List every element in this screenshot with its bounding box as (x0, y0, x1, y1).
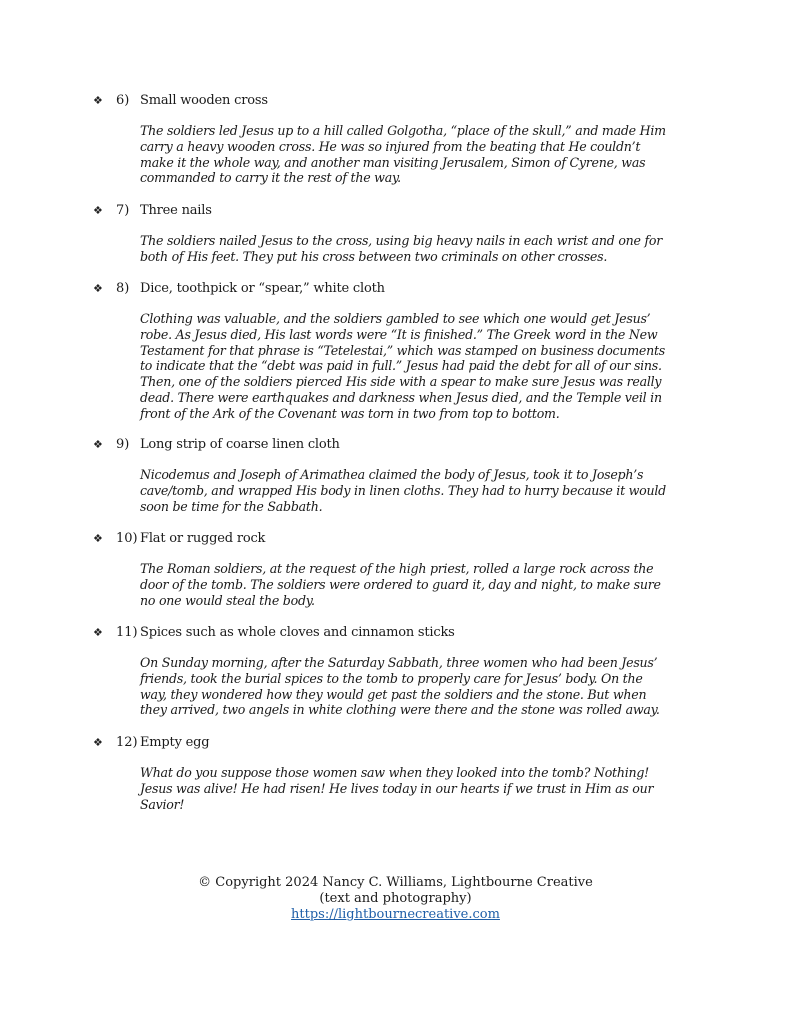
item-description (140, 123, 700, 186)
diamond-bullet-icon: ❖ (93, 204, 103, 217)
item-description (140, 561, 700, 608)
item-heading (93, 93, 713, 109)
description-line: no one would steal the body. (140, 592, 315, 608)
list-item-6 (93, 93, 713, 186)
description-line: The soldiers led Jesus up to a hill called Golgotha, “place of the skull,” and made Him (140, 123, 666, 138)
description-line: friends, took the burial spices to the tomb to properly care for Jesus’ body. On the (140, 670, 643, 686)
item-heading (93, 437, 713, 453)
description-line: Then, one of the soldiers pierced His side with a spear to make sure Jesus was really (140, 374, 662, 390)
description-line: carry a heavy wooden cross. He was so injured from the beating that He couldn’t (140, 138, 641, 154)
item-heading (93, 281, 713, 297)
description-line: On Sunday morning, after the Saturday Sabbath, three women who had been Jesus’ (140, 655, 658, 670)
item-title: Dice, toothpick or “spear,” white cloth (140, 281, 385, 296)
item-heading (93, 531, 713, 547)
item-title: Spices such as whole cloves and cinnamon sticks (140, 625, 455, 640)
item-title: Small wooden cross (140, 93, 268, 108)
item-number: 9) (116, 437, 130, 452)
item-heading (93, 203, 713, 219)
diamond-bullet-icon: ❖ (93, 532, 103, 545)
item-number: 12) (116, 735, 138, 750)
item-title: Empty egg (140, 735, 210, 750)
item-description (140, 765, 700, 812)
list-item-10 (93, 531, 713, 608)
description-line: What do you suppose those women saw when they looked into the tomb? Nothing! (140, 765, 649, 780)
description-line: to indicate that the “debt was paid in full.” Jesus had paid the debt for all of our sins. (140, 358, 662, 374)
website-link[interactable]: https://lightbournecreative.com (291, 907, 500, 922)
description-line: make it the whole way, and another man visiting Jerusalem, Simon of Cyrene, was (140, 154, 646, 170)
description-line: way, they wondered how they would get past the soldiers and the stone. But when (140, 686, 647, 702)
description-line: cave/tomb, and wrapped His body in linen cloths. They had to hurry because it would (140, 482, 666, 498)
description-line: The soldiers nailed Jesus to the cross, using big heavy nails in each wrist and one for (140, 233, 663, 248)
item-description (140, 233, 700, 265)
description-line: front of the Ark of the Covenant was torn in two from top to bottom. (140, 405, 560, 421)
item-number: 7) (116, 203, 130, 218)
item-description (140, 655, 700, 718)
diamond-bullet-icon: ❖ (93, 626, 103, 639)
diamond-bullet-icon: ❖ (93, 282, 103, 295)
item-number: 6) (116, 93, 130, 108)
credit-text: (text and photography) (319, 891, 472, 906)
copyright-footer (0, 875, 791, 923)
description-line: Jesus was alive! He had risen! He lives today in our hearts if we trust in Him as our (140, 780, 654, 796)
item-description (140, 311, 700, 422)
list-item-9 (93, 437, 713, 514)
description-line: they arrived, two angels in white clothing were there and the stone was rolled away. (140, 702, 660, 718)
list-item-11 (93, 625, 713, 718)
item-heading (93, 735, 713, 751)
item-title: Flat or rugged rock (140, 531, 266, 546)
item-number: 10) (116, 531, 138, 546)
item-description (140, 467, 700, 514)
list-item-12 (93, 735, 713, 812)
list-item-8 (93, 281, 713, 422)
description-line: Testament for that phrase is “Tetelestai,” which was stamped on business documents (140, 342, 665, 358)
copyright-text: © Copyright 2024 Nancy C. Williams, Lightbourne Creative (198, 875, 593, 890)
item-number: 8) (116, 281, 130, 296)
diamond-bullet-icon: ❖ (93, 94, 103, 107)
item-number: 11) (116, 625, 138, 640)
description-line: The Roman soldiers, at the request of the high priest, rolled a large rock across the (140, 561, 654, 576)
diamond-bullet-icon: ❖ (93, 438, 103, 451)
item-heading (93, 625, 713, 641)
item-title: Long strip of coarse linen cloth (140, 437, 340, 452)
description-line: dead. There were earthquakes and darkness when Jesus died, and the Temple veil in (140, 389, 662, 405)
description-line: robe. As Jesus died, His last words were “It is finished.” The Greek word in the New (140, 326, 658, 342)
description-line: Savior! (140, 796, 185, 812)
description-line: Clothing was valuable, and the soldiers gambled to see which one would get Jesus’ (140, 311, 651, 326)
description-line: Nicodemus and Joseph of Arimathea claimed the body of Jesus, took it to Joseph’s (140, 467, 644, 482)
list-item-7 (93, 203, 713, 265)
diamond-bullet-icon: ❖ (93, 736, 103, 749)
item-title: Three nails (140, 203, 212, 218)
description-line: commanded to carry it the rest of the way. (140, 170, 401, 186)
description-line: door of the tomb. The soldiers were ordered to guard it, day and night, to make sure (140, 576, 661, 592)
description-line: both of His feet. They put his cross between two criminals on other crosses. (140, 248, 608, 264)
description-line: soon be time for the Sabbath. (140, 498, 323, 514)
